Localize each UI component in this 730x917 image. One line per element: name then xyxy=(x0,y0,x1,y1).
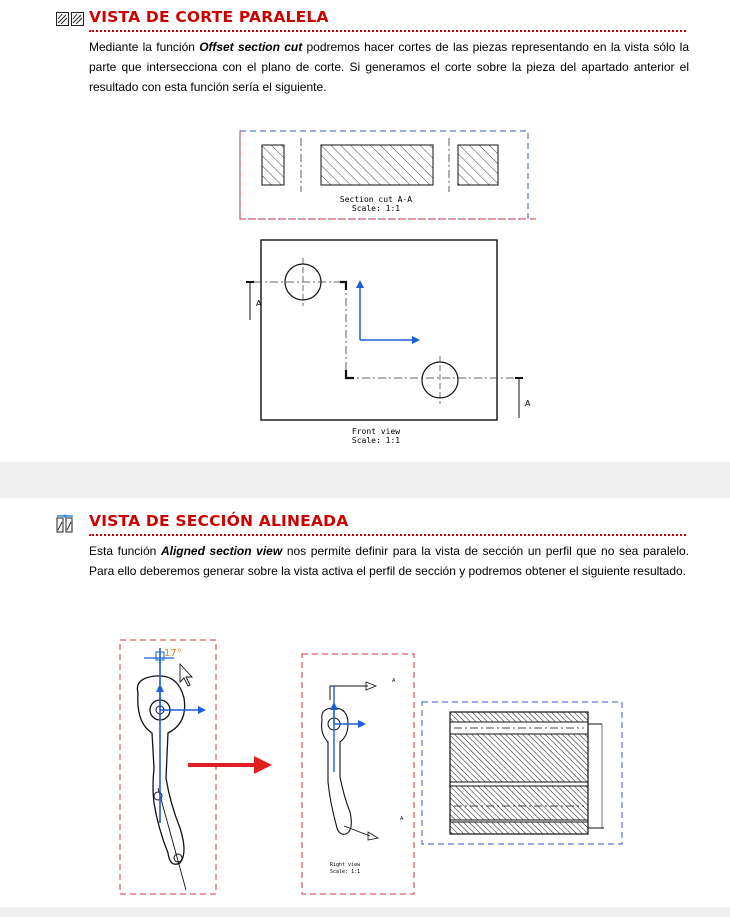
front-view-scale: Scale: 1:1 xyxy=(351,436,401,445)
term-offset-section-cut: Offset section cut xyxy=(199,40,303,54)
section-divider xyxy=(0,462,730,498)
heading-rule xyxy=(89,534,686,536)
section-cut-drawing xyxy=(236,130,536,234)
section-title-aligned: VISTA DE SECCIÓN ALINEADA xyxy=(89,512,349,530)
aligned-section-result-drawing xyxy=(420,700,626,852)
section-view-scale: Scale: 1:1 xyxy=(351,204,401,213)
aligned-section-paragraph: Esta función Aligned section view nos permite definir para la vista de sección un perfil que no sea paralelo. Para ello deberemos generar sobre la vista activa el perfil de sección y podremos obtener el siguiente resultado. xyxy=(89,544,689,578)
aligned-section-icon xyxy=(56,514,74,534)
front-view-caption: Front view xyxy=(351,427,401,436)
cut-label-left: A xyxy=(256,299,262,308)
cut-label-right: A xyxy=(525,399,531,408)
result-arrow-icon xyxy=(186,755,276,779)
term-aligned-section-view: Aligned section view xyxy=(160,544,283,558)
section-view-caption: Section cut A-A xyxy=(339,195,413,204)
offset-section-paragraph: Mediante la función Offset section cut podremos hacer cortes de las piezas representando en la vista sólo la parte que intersecciona con el plano de corte. Si generamos el corte sobre la pieza del apartado anterior el resultado con esta función sería el siguiente. xyxy=(89,40,690,94)
mouse-cursor-icon xyxy=(180,664,192,686)
offset-section-icon xyxy=(56,12,84,26)
cut-label-bottom: A xyxy=(400,816,404,822)
angle-label: 17° xyxy=(164,648,182,659)
front-view-drawing xyxy=(236,236,536,462)
bottom-strip xyxy=(0,907,730,917)
right-view-drawing xyxy=(300,652,418,902)
cut-label-top: A xyxy=(392,678,396,684)
right-view-caption: Right view xyxy=(330,862,361,868)
right-view-scale: Scale: 1:1 xyxy=(330,869,361,875)
section-title-offset: VISTA DE CORTE PARALELA xyxy=(89,8,329,26)
heading-rule xyxy=(89,30,686,32)
